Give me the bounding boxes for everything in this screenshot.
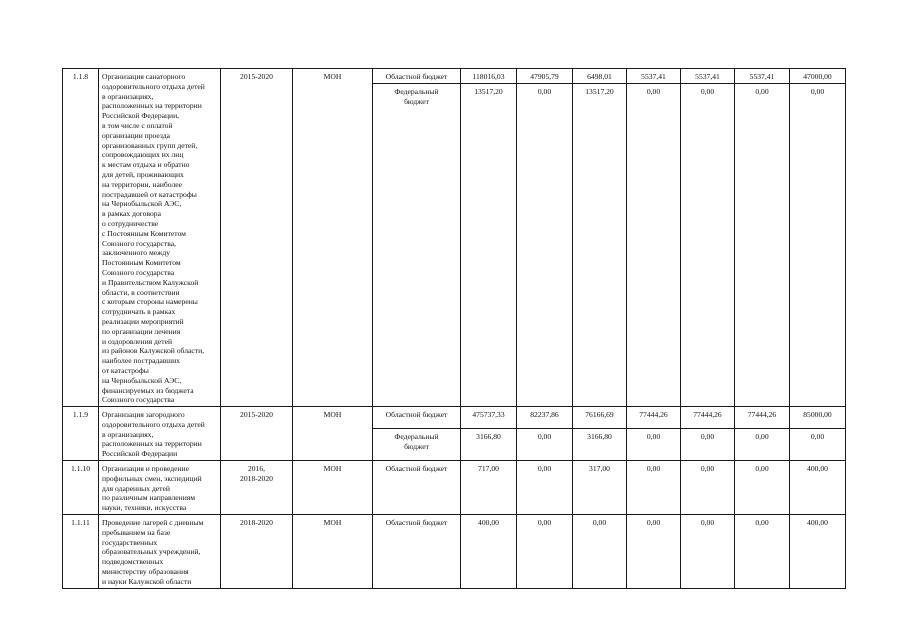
- activity-name-line: расположенных на территории: [102, 101, 202, 111]
- activity-name-line: для детей, проживающих: [102, 169, 184, 179]
- funding-year-value: 0,00: [517, 83, 573, 406]
- activity-name-line: в рамках договора: [102, 209, 161, 219]
- activity-name-line: реализации мероприятий: [102, 316, 184, 326]
- funding-year-value: 13517,20: [573, 83, 627, 406]
- activity-name-line: государственных: [102, 537, 158, 547]
- activity-name-line: организованных групп детей,: [102, 140, 198, 150]
- activity-name-line: с которым стороны намерены: [102, 297, 198, 307]
- funding-source: Областной бюджет: [373, 69, 461, 84]
- activity-name-line: Постоянным Комитетом: [102, 258, 181, 268]
- activity-name: [99, 69, 221, 407]
- funding-year-value: 82237,86: [517, 407, 573, 429]
- activity-name-line: профильных смен, экспедиций: [102, 473, 202, 483]
- activity-name-line: сопровождающих их лиц: [102, 150, 184, 160]
- funding-year-value: 0,00: [681, 515, 735, 589]
- activity-name-line: министерству образования: [102, 567, 189, 577]
- funding-year-value: 3166,80: [573, 428, 627, 460]
- activity-name-line: Российской Федерации: [102, 449, 178, 459]
- funding-year-value: 6498,01: [573, 69, 627, 84]
- funding-total: 400,00: [461, 515, 517, 589]
- activity-name-line: Организация загородного: [102, 410, 185, 420]
- implementation-period: 2015-2020: [221, 69, 293, 407]
- activity-name-line: Организация и проведение: [102, 464, 189, 474]
- implementation-period: 2015-2020: [221, 407, 293, 461]
- executor: МОН: [293, 515, 373, 589]
- funding-year-value: 47905,79: [517, 69, 573, 84]
- executor: МОН: [293, 407, 373, 461]
- funding-total: 475737,33: [461, 407, 517, 429]
- funding-year-value: 77444,26: [735, 407, 790, 429]
- funding-year-value: 0,00: [627, 515, 681, 589]
- activity-name-line: в том числе с оплатой: [102, 120, 173, 130]
- activity-name-line: Союзного государства: [102, 395, 175, 405]
- activity-name-line: к местам отдыха и обратно: [102, 160, 190, 170]
- activity-name-line: пострадавшей от катастрофы: [102, 189, 197, 199]
- funding-source: Областной бюджет: [373, 461, 461, 515]
- activity-name-line: сотрудничать в рамках: [102, 307, 176, 317]
- funding-year-value: 5537,41: [735, 69, 790, 84]
- activity-name-line: науки, техники, искусства: [102, 503, 187, 513]
- activity-name-line: области, в соответствии: [102, 287, 180, 297]
- funding-source: Федеральный бюджет: [373, 83, 461, 406]
- activity-name-line: по различным направлениям: [102, 493, 196, 503]
- funding-year-value: 400,00: [790, 461, 846, 515]
- funding-year-value: 77444,26: [681, 407, 735, 429]
- funding-year-value: 0,00: [627, 428, 681, 460]
- funding-year-value: 0,00: [790, 428, 846, 460]
- item-number: 1.1.9: [63, 407, 99, 461]
- funding-year-value: 47000,00: [790, 69, 846, 84]
- program-activities-table: [62, 68, 846, 589]
- activity-name-line: в организациях,: [102, 91, 154, 101]
- funding-total: 3166,80: [461, 428, 517, 460]
- activity-name-line: и Правительством Калужской: [102, 277, 199, 287]
- funding-year-value: 0,00: [517, 461, 573, 515]
- activity-name-line: на Чернобыльской АЭС,: [102, 199, 182, 209]
- funding-year-value: 76166,69: [573, 407, 627, 429]
- executor: МОН: [293, 461, 373, 515]
- activity-name-line: Союзного государства: [102, 267, 175, 277]
- activity-name-line: Организация санаторного: [102, 72, 186, 81]
- table-row: [63, 461, 846, 515]
- item-number: 1.1.10: [63, 461, 99, 515]
- activity-name-line: оздоровительного отдыха детей: [102, 419, 205, 429]
- activity-name-line: по организации лечения: [102, 326, 181, 336]
- funding-year-value: 85000,00: [790, 407, 846, 429]
- table-row: [63, 515, 846, 589]
- activity-name-line: и науки Калужской области: [102, 576, 192, 586]
- table-row: [63, 407, 846, 429]
- implementation-period: 2016, 2018-2020: [221, 461, 293, 515]
- activity-name-line: расположенных на территории: [102, 439, 202, 449]
- funding-year-value: 5537,41: [681, 69, 735, 84]
- item-number: 1.1.8: [63, 69, 99, 407]
- funding-year-value: 317,00: [573, 461, 627, 515]
- table-body: [63, 69, 846, 589]
- funding-year-value: 0,00: [735, 515, 790, 589]
- activity-name: [99, 407, 221, 461]
- activity-name-line: организации проезда: [102, 130, 170, 140]
- funding-year-value: 77444,26: [627, 407, 681, 429]
- funding-year-value: 0,00: [681, 83, 735, 406]
- funding-year-value: 0,00: [735, 428, 790, 460]
- implementation-period: 2018-2020: [221, 515, 293, 589]
- item-number: 1.1.11: [63, 515, 99, 589]
- activity-name-line: финансируемых из бюджета: [102, 385, 194, 395]
- executor: МОН: [293, 69, 373, 407]
- funding-source: Областной бюджет: [373, 515, 461, 589]
- activity-name-line: из районов Калужской области,: [102, 346, 205, 356]
- funding-total: 13517,20: [461, 83, 517, 406]
- activity-name-line: наиболее пострадавших: [102, 356, 181, 366]
- funding-year-value: 0,00: [627, 461, 681, 515]
- funding-year-value: 0,00: [735, 461, 790, 515]
- funding-year-value: 0,00: [517, 515, 573, 589]
- activity-name-line: от катастрофы: [102, 365, 149, 375]
- funding-source: Областной бюджет: [373, 407, 461, 429]
- funding-year-value: 400,00: [790, 515, 846, 589]
- funding-total: 118016,03: [461, 69, 517, 84]
- activity-name-line: Российской Федерации,: [102, 111, 180, 121]
- activity-name: [99, 515, 221, 589]
- funding-total: 717,00: [461, 461, 517, 515]
- funding-year-value: 0,00: [681, 428, 735, 460]
- activity-name-line: Проведение лагерей с дневным: [102, 518, 204, 528]
- funding-year-value: 5537,41: [627, 69, 681, 84]
- funding-year-value: 0,00: [627, 83, 681, 406]
- activity-name-line: оздоровительного отдыха детей: [102, 81, 205, 91]
- activity-name-line: с Постоянным Комитетом: [102, 228, 186, 238]
- funding-year-value: 0,00: [517, 428, 573, 460]
- activity-name-line: подведомственных: [102, 557, 164, 567]
- table-row: [63, 69, 846, 84]
- funding-year-value: 0,00: [790, 83, 846, 406]
- activity-name-line: в организациях,: [102, 429, 154, 439]
- activity-name-line: заключенного между: [102, 248, 171, 258]
- activity-name-line: о сотрудничестве: [102, 218, 159, 228]
- activity-name-line: на Чернобыльской АЭС,: [102, 375, 182, 385]
- funding-source: Федеральный бюджет: [373, 428, 461, 460]
- activity-name-line: на территории, наиболее: [102, 179, 183, 189]
- activity-name-line: и оздоровления детей: [102, 336, 173, 346]
- activity-name-line: Союзного государства,: [102, 238, 176, 248]
- funding-year-value: 0,00: [573, 515, 627, 589]
- funding-year-value: 0,00: [735, 83, 790, 406]
- activity-name-line: образовательных учреждений,: [102, 547, 201, 557]
- activity-name-line: пребыванием на базе: [102, 527, 171, 537]
- activity-name: [99, 461, 221, 515]
- funding-year-value: 0,00: [681, 461, 735, 515]
- activity-name-line: для одаренных детей: [102, 483, 170, 493]
